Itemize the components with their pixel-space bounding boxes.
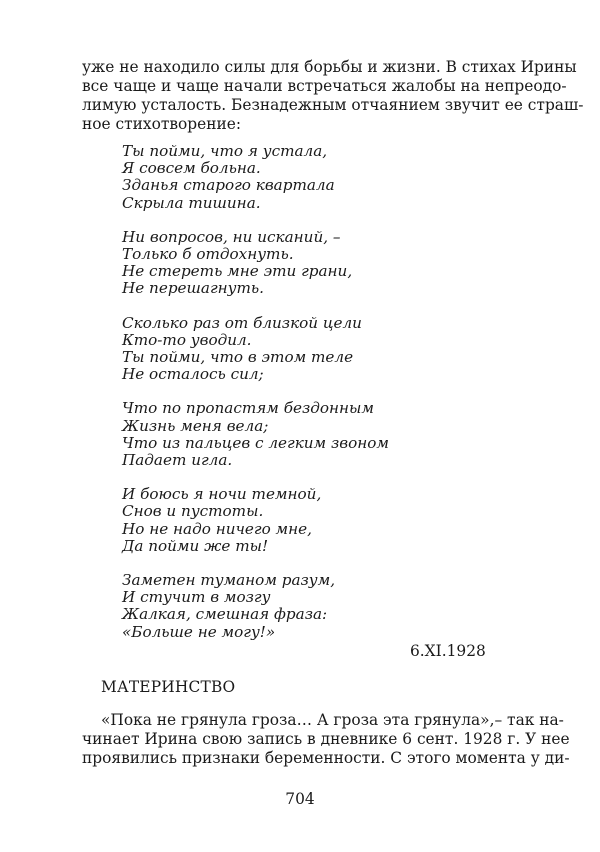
poem-line: Ты пойми, что я устала, bbox=[122, 142, 328, 160]
poem-line: Да пойми же ты! bbox=[122, 536, 269, 555]
text-line: «Пока не грянула гроза… А гроза эта грянула»,– так на- bbox=[101, 711, 564, 729]
text-line: проявились признаки беременности. С этого момента у ди- bbox=[82, 749, 570, 767]
poem-stanza bbox=[122, 486, 389, 555]
section-heading: МАТЕРИНСТВО bbox=[101, 678, 236, 696]
page-number: 704 bbox=[285, 790, 315, 808]
poem-line: И боюсь я ночи темной, bbox=[122, 485, 322, 504]
poem-line: И стучит в мозгу bbox=[122, 588, 271, 607]
poem-line: Но не надо ничего мне, bbox=[122, 519, 312, 538]
poem-line: Только б отдохнуть. bbox=[122, 245, 294, 264]
poem-line: Скрыла тишина. bbox=[122, 193, 261, 212]
poem-line: «Больше не могу!» bbox=[122, 622, 276, 641]
poem-line: Снов и пустоты. bbox=[122, 502, 264, 521]
poem-stanza bbox=[122, 143, 389, 212]
poem-line: Что из пальцев с легким звоном bbox=[122, 433, 389, 452]
poem-line: Сколько раз от близкой цели bbox=[122, 313, 362, 332]
poem-line: Жизнь меня вела; bbox=[122, 416, 269, 435]
text-line: все чаще и чаще начали встречаться жалобы на непреодо- bbox=[82, 77, 567, 95]
poem-line: Не перешагнуть. bbox=[122, 279, 264, 298]
poem-line: Не осталось сил; bbox=[122, 365, 264, 384]
poem-line: Что по пропастям бездонным bbox=[122, 399, 375, 418]
poem-date: 6.XI.1928 bbox=[410, 642, 486, 660]
text-line: ное стихотворение: bbox=[82, 115, 242, 133]
poem-stanza bbox=[122, 572, 389, 641]
section-paragraph bbox=[82, 711, 570, 768]
poem bbox=[122, 143, 389, 658]
poem-line: Зданья старого квартала bbox=[122, 176, 335, 195]
text-line: чинает Ирина свою запись в дневнике 6 сент. 1928 г. У нее bbox=[82, 730, 570, 748]
poem-line: Заметен туманом разум, bbox=[122, 571, 336, 590]
poem-line: Я совсем больна. bbox=[122, 159, 261, 178]
poem-line: Ты пойми, что в этом теле bbox=[122, 348, 354, 367]
poem-line: Ни вопросов, ни исканий, – bbox=[122, 227, 341, 246]
poem-line: Падает игла. bbox=[122, 451, 233, 470]
text-line: уже не находило силы для борьбы и жизни. В стихах Ирины bbox=[82, 58, 577, 76]
poem-line: Не стереть мне эти грани, bbox=[122, 262, 353, 281]
text-line: лимую усталость. Безнадежным отчаянием звучит ее страш- bbox=[82, 96, 584, 114]
poem-line: Жалкая, смешная фраза: bbox=[122, 605, 328, 624]
intro-paragraph bbox=[82, 58, 584, 134]
poem-stanza bbox=[122, 229, 389, 298]
poem-line: Кто-то уводил. bbox=[122, 330, 252, 349]
poem-stanza bbox=[122, 315, 389, 384]
poem-stanza bbox=[122, 400, 389, 469]
